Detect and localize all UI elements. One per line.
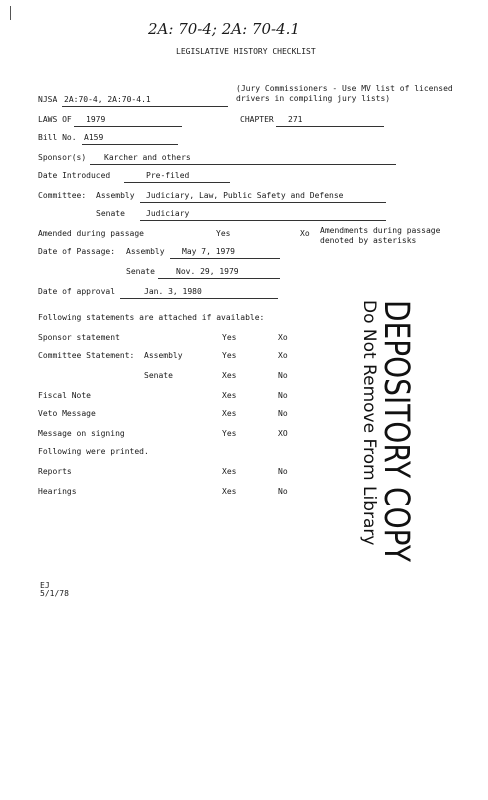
bill-no-underline: [82, 144, 178, 145]
chapter-underline: [276, 126, 384, 127]
statement-no: No: [278, 409, 288, 418]
footer-date: 5/1/78: [40, 589, 69, 598]
stamp-depository-copy: DEPOSITORY COPY: [376, 300, 418, 562]
printed-yes: Xes: [222, 487, 237, 496]
statement-sub: Assembly: [144, 351, 183, 360]
date-introduced-underline: [124, 182, 230, 183]
statement-no: No: [278, 371, 288, 380]
laws-of-value: 1979: [86, 115, 106, 124]
statement-yes: Yes: [222, 429, 237, 438]
approval-label: Date of approval: [38, 287, 116, 296]
checklist-title: LEGISLATIVE HISTORY CHECKLIST: [176, 47, 316, 56]
sponsors-label: Sponsor(s): [38, 153, 87, 162]
date-introduced-value: Pre-filed: [146, 171, 190, 180]
statement-yes: Yes: [222, 351, 237, 360]
statement-label: Veto Message: [38, 409, 96, 418]
statement-no: Xo: [278, 333, 288, 342]
bill-no-label: Bill No.: [38, 133, 77, 142]
assembly-committee-underline: [140, 202, 386, 203]
amended-note: Amendments during passage denoted by asterisks: [320, 226, 441, 245]
statement-label: Fiscal Note: [38, 391, 91, 400]
date-passage-label: Date of Passage:: [38, 247, 116, 256]
sponsors-underline: [90, 164, 396, 165]
statement-yes: Yes: [222, 333, 237, 342]
statement-yes: Xes: [222, 409, 237, 418]
statement-yes: Xes: [222, 391, 237, 400]
sponsors-value: Karcher and others: [104, 153, 191, 162]
stamp-do-not-remove: Do Not Remove From Library: [359, 300, 379, 546]
statement-yes: Xes: [222, 371, 237, 380]
passage-senate-date: Nov. 29, 1979: [176, 267, 239, 276]
depository-stamp: [358, 300, 418, 562]
attached-heading: Following statements are attached if available:: [38, 313, 265, 322]
statement-label: Message on signing: [38, 429, 125, 438]
statement-no: XO: [278, 429, 288, 438]
statement-sub: Senate: [144, 371, 173, 380]
jury-note: (Jury Commissioners - Use MV list of licensed drivers in compiling jury lists): [236, 84, 453, 103]
senate-committee-value: Judiciary: [146, 209, 190, 218]
committee-label: Committee:: [38, 191, 87, 200]
statement-label: Committee Statement:: [38, 351, 135, 360]
amended-yes: Yes: [216, 229, 231, 238]
assembly-committee-value: Judiciary, Law, Public Safety and Defense: [146, 191, 344, 200]
statement-label: Sponsor statement: [38, 333, 120, 342]
njsa-label: NJSA: [38, 95, 58, 104]
senate-committee-label: Senate: [96, 209, 125, 218]
printed-yes: Xes: [222, 467, 237, 476]
laws-of-label: LAWS OF: [38, 115, 72, 124]
laws-of-underline: [74, 126, 182, 127]
printed-no: No: [278, 467, 288, 476]
printed-no: No: [278, 487, 288, 496]
passage-senate-label: Senate: [126, 267, 155, 276]
handwritten-title: 2A: 70-4; 2A: 70-4.1: [148, 20, 300, 38]
chapter-label: CHAPTER: [240, 115, 274, 124]
printed-heading: Following were printed.: [38, 447, 149, 456]
senate-committee-underline: [140, 220, 386, 221]
njsa-underline: [62, 106, 228, 107]
statement-no: Xo: [278, 351, 288, 360]
bill-no-value: A159: [84, 133, 104, 142]
approval-date: Jan. 3, 1980: [144, 287, 202, 296]
printed-label: Hearings: [38, 487, 77, 496]
njsa-value: 2A:70-4, 2A:70-4.1: [64, 95, 151, 104]
statement-no: No: [278, 391, 288, 400]
footer-initials: EJ: [40, 581, 50, 590]
assembly-committee-label: Assembly: [96, 191, 135, 200]
printed-label: Reports: [38, 467, 72, 476]
passage-assembly-date: May 7, 1979: [182, 247, 235, 256]
amended-no: Xo: [300, 229, 310, 238]
date-introduced-label: Date Introduced: [38, 171, 111, 180]
passage-assembly-label: Assembly: [126, 247, 165, 256]
amended-label: Amended during passage: [38, 229, 144, 238]
passage-senate-underline: [158, 278, 280, 279]
approval-underline: [120, 298, 278, 299]
margin-mark: [10, 6, 11, 20]
chapter-value: 271: [288, 115, 303, 124]
passage-assembly-underline: [170, 258, 280, 259]
